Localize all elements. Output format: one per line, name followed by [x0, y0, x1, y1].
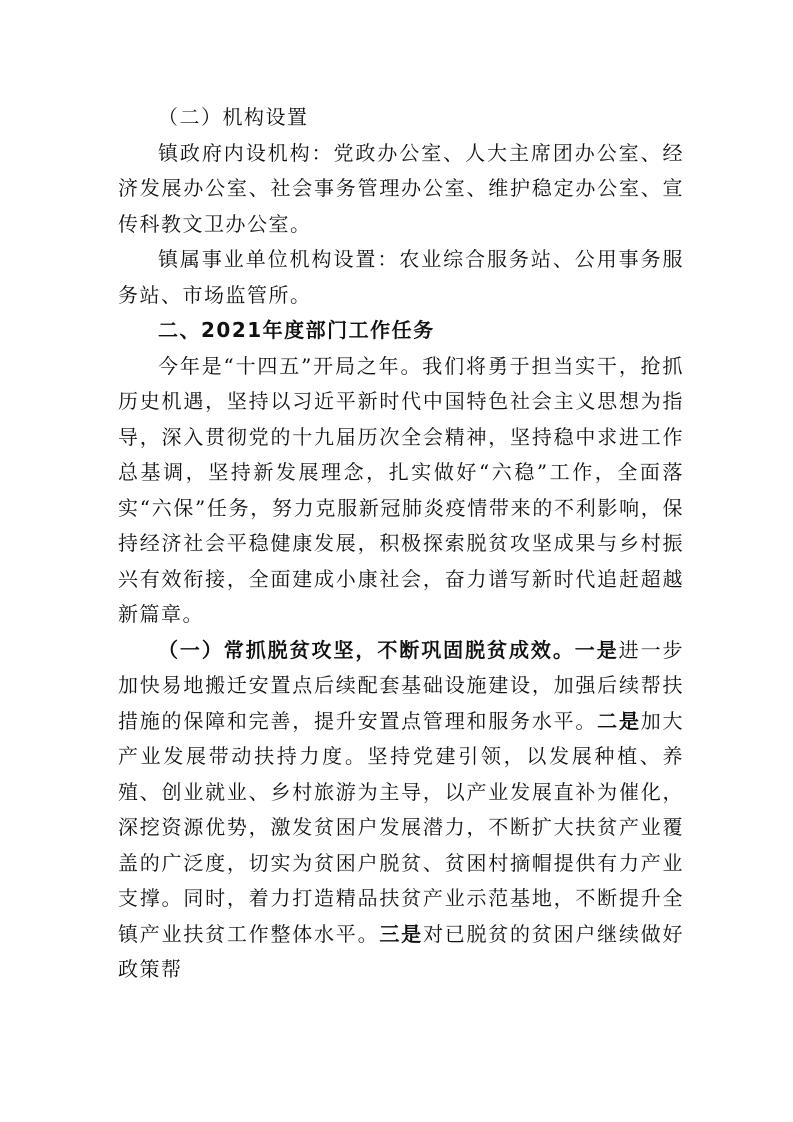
- item1-title: （一）常抓脱贫攻坚，不断巩固脱贫成效。: [158, 637, 575, 662]
- document-body: [118, 100, 684, 988]
- poverty-alleviation-paragraph: [118, 633, 684, 988]
- item1-second-label: 二是: [597, 708, 641, 733]
- item1-first-label: 一是: [574, 637, 619, 662]
- affiliated-units-paragraph: 镇属事业单位机构设置：农业综合服务站、公用事务服务站、市场监管所。: [118, 247, 684, 307]
- internal-organs-paragraph: 镇政府内设机构：党政办公室、人大主席团办公室、经济发展办公室、社会事务管理办公室、维护稳定办公室、宣传科教文卫办公室。: [118, 140, 684, 236]
- item1-first-text: 进一步加快易地搬迁安置点后续配套基础设施建设，加强后续帮扶措施的保障和完善，提升安置点管理和服务水平。: [118, 637, 685, 733]
- item1-third-label: 三是: [379, 921, 423, 946]
- tasks-intro-paragraph: 今年是“十四五”开局之年。我们将勇于担当实干，抢抓历史机遇，坚持以习近平新时代中国特色社会主义思想为指导，深入贯彻党的十九届历次全会精神，坚持稳中求进工作总基调，坚持新发展理念，扎实做好“六稳”工作，全面落实“六保”任务，努力克服新冠肺炎疫情带来的不利影响，保持经济社会平稳健康发展，积极探索脱贫攻坚成果与乡村振兴有效衔接，全面建成小康社会，奋力谱写新时代追赶超越新篇章。: [118, 353, 684, 626]
- item1-second-text: 加大产业发展带动扶持力度。坚持党建引领，以发展种植、养殖、创业就业、乡村旅游为主导，以产业发展直补为催化，深挖资源优势，激发贫困户发展潜力，不断扩大扶贫产业覆盖的广泛度，切实为贫困户脱贫、贫困村摘帽提供有力产业支撑。同时，着力打造精品扶贫产业示范基地，不断提升全镇产业扶贫工作整体水平。: [118, 708, 685, 946]
- org-section-heading: （二）机构设置: [158, 105, 309, 129]
- tasks-section-heading: 二、2021年度部门工作任务: [158, 318, 435, 342]
- item1-third-text: 对已脱贫的贫困户继续做好政策帮: [118, 921, 685, 981]
